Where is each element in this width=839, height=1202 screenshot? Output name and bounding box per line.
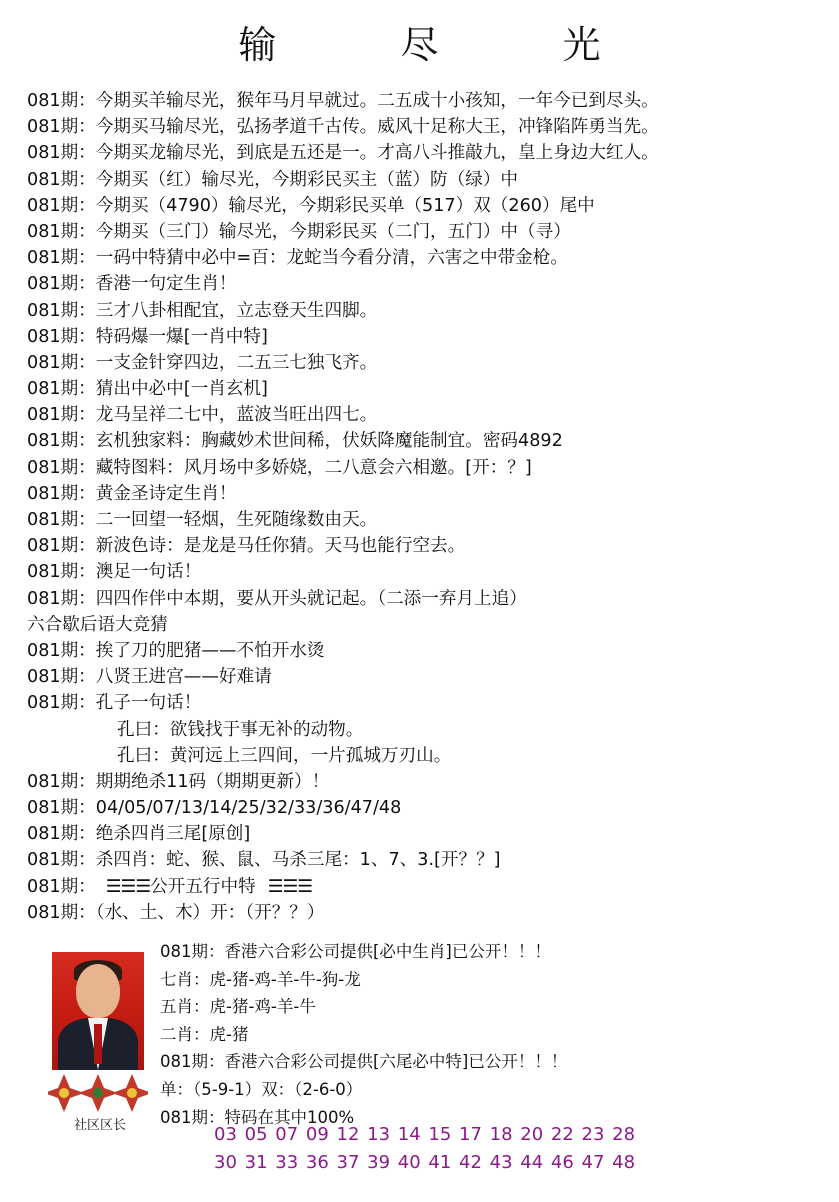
text-line: 081期：孔子一句话！ (27, 693, 202, 714)
info-line: 五肖：虎-猪-鸡-羊-牛 (160, 997, 316, 1017)
text-line: 081期：八贤王进宫——好难请 (27, 667, 272, 688)
text-line: 081期：挨了刀的肥猪——不怕开水烫 (27, 640, 325, 661)
medal-cross-icon (112, 1074, 148, 1112)
info-line: 081期：香港六合彩公司提供[六尾必中特]已公开！！！ (160, 1052, 568, 1072)
text-line: 孔曰：黄河远上三四间，一片孤城万刃山。 (117, 745, 452, 766)
numbers-row-2: 30 31 33 36 37 39 40 41 42 43 44 46 47 48 (214, 1152, 636, 1173)
main-text-lines (27, 88, 832, 926)
text-line: 081期：猜出中必中[一肖玄机] (27, 379, 268, 400)
text-line: 081期：黄金圣诗定生肖！ (27, 483, 237, 504)
text-line: 081期：澳足一句话！ (27, 562, 202, 583)
text-line: 孔曰：欲钱找于事无补的动物。 (117, 719, 364, 740)
info-line: 单：（5-9-1）双：（2-6-0） (160, 1079, 363, 1099)
five-elements-label: 公开五行中特 (150, 876, 256, 897)
photo-caption: 社区区长 (73, 1118, 126, 1133)
text-line: 081期：香港一句定生肖！ (27, 274, 237, 295)
text-line: 081期：绝杀四肖三尾[原创] (27, 824, 251, 845)
medals-icon (48, 1072, 148, 1114)
info-line: 081期：香港六合彩公司提供[必中生肖]已公开！！！ (160, 942, 551, 961)
info-line: 081期：特码在其中100% (160, 1107, 355, 1127)
text-line: 081期：一码中特猜中必中=百：龙蛇当今看分清，六害之中带金枪。 (27, 248, 568, 269)
text-line: 081期：四四作伴中本期，要从开头就记起。（二添一弃月上追） (27, 588, 527, 609)
text-line: 081期：今期买马输尽光，弘扬孝道千古传。威风十足称大王，冲锋陷阵勇当先。 (27, 117, 659, 138)
text-line: 六合歇后语大竞猜 (27, 614, 168, 635)
text-line: 081期：今期买（4790）输尽光，今期彩民买单（517）双（260）尾中 (27, 195, 595, 216)
text-line: 081期：新波色诗：是龙是马任你猜。天马也能行空去。 (27, 536, 466, 557)
five-elements-prefix: 081期： (27, 876, 96, 897)
bottom-section (0, 938, 839, 1202)
text-line: 081期：二一回望一轻烟，生死随缘数由天。 (27, 510, 378, 530)
text-line: 081期：今期买（三门）输尽光，今期彩民买（二门，五门）中（寻） (27, 221, 571, 242)
portrait-photo (52, 952, 144, 1070)
text-line: 081期：今期买龙输尽光，到底是五还是一。才高八斗推敲九，皇上身边大红人。 (27, 143, 659, 164)
text-line: 081期：（水、土、木）开：（开？？） (27, 902, 325, 923)
five-elements-line (27, 874, 832, 900)
text-line: 081期：特码爆一爆[一肖中特] (27, 326, 268, 347)
text-line: 081期：今期买羊输尽光，猴年马月早就过。二五成十小孩知，一年今已到尽头。 (27, 91, 659, 111)
text-line: 081期：04/05/07/13/14/25/32/33/36/47/48 (27, 798, 402, 819)
text-line: 081期：三才八卦相配宜，立志登天生四脚。 (27, 300, 378, 321)
page-title: 输 尽 光 (238, 23, 657, 67)
info-line: 七肖：虎-猪-鸡-羊-牛-狗-龙 (160, 969, 361, 989)
text-line: 081期：龙马呈祥二七中，蓝波当旺出四七。 (27, 405, 378, 426)
left-mark-icon: ☰☰☰ (105, 876, 151, 897)
info-line: 二肖：虎-猪 (160, 1024, 249, 1044)
right-mark-icon: ☰☰☰ (267, 876, 313, 897)
info-lines (160, 938, 830, 1131)
numbers-row-1: 03 05 07 09 12 13 14 15 17 18 20 22 23 28 (214, 1124, 636, 1145)
text-line: 081期：一支金针穿四边，二五三七独飞齐。 (27, 352, 378, 373)
text-line: 081期：藏特图料：风月场中多娇娆，二八意会六相邀。[开：？] (27, 457, 532, 478)
text-line: 081期：期期绝杀11码（期期更新）！ (27, 771, 330, 792)
text-line: 081期：今期买（红）输尽光，今期彩民买主（蓝）防（绿）中 (27, 169, 519, 190)
text-line: 081期：玄机独家料：胸藏妙术世间稀，伏妖降魔能制宜。密码4892 (27, 431, 563, 452)
text-line: 081期：杀四肖：蛇、猴、鼠、马杀三尾：1、7、3.[开？？] (27, 850, 501, 871)
